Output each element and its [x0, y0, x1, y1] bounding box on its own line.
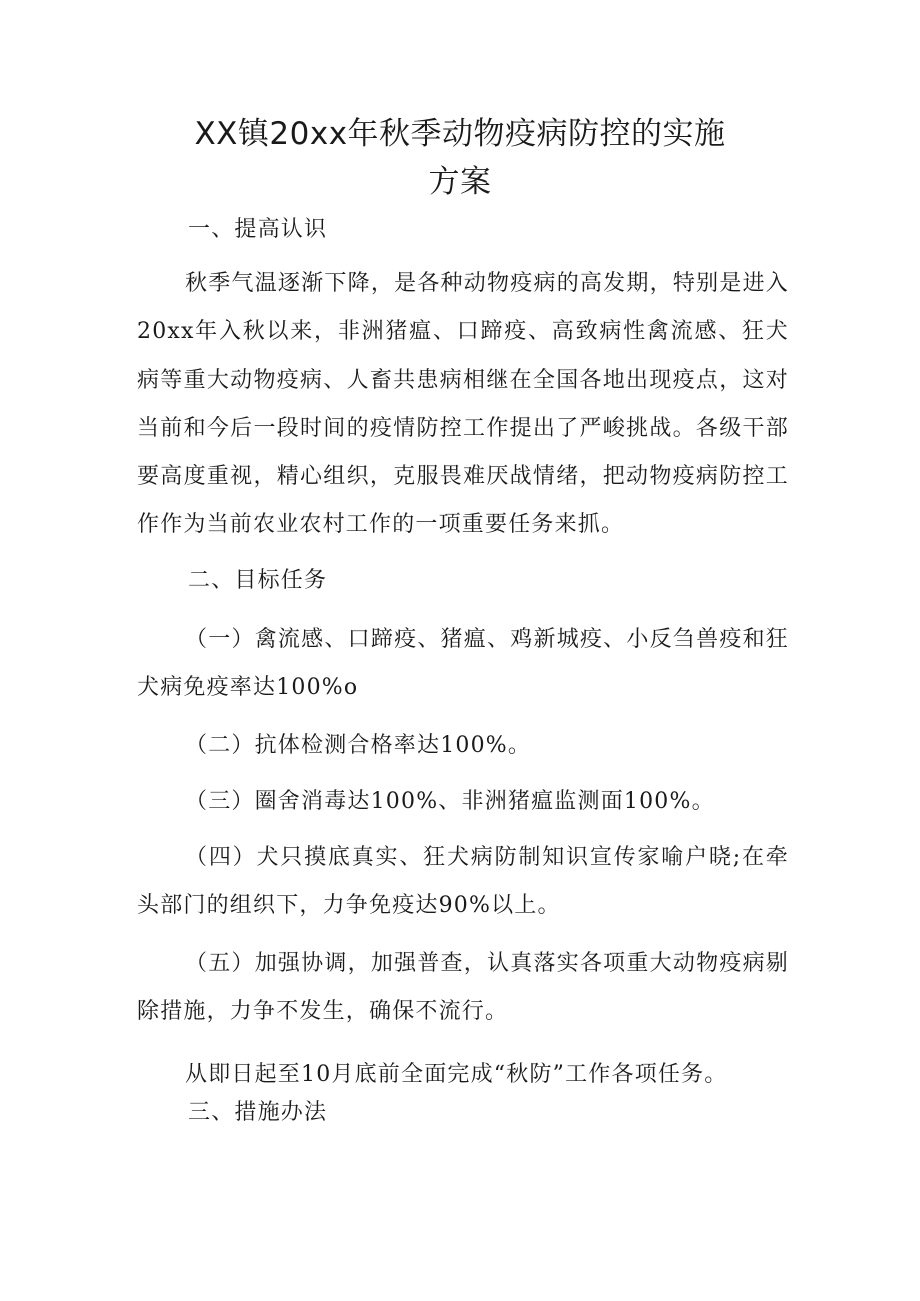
section-heading-2: 二、目标任务 [188, 568, 328, 593]
target-item-1: （一）禽流感、口蹄疫、猪瘟、鸡新城疫、小反刍兽疫和狂犬病免疫率达100%o [137, 627, 789, 701]
target-item-3: （三）圈舍消毒达100%、非洲猪瘟监测面100%。 [185, 789, 715, 814]
document-title-line-2: 方案 [428, 164, 492, 200]
section-heading-1: 一、提高认识 [188, 217, 328, 242]
deadline-text: 从即日起至10月底前全面完成“秋防”工作各项任务。 [185, 1062, 728, 1087]
target-item-2: （二）抗体检测合格率达100%。 [185, 733, 532, 758]
target-item-4: （四）犬只摸底真实、狂犬病防制知识宣传家喻户晓;在牵头部门的组织下，力争免疫达90%以上。 [137, 845, 789, 919]
target-item-5: （五）加强协调，加强普查，认真落实各项重大动物疫病剔除措施，力争不发生，确保不流行。 [137, 951, 789, 1025]
document-title-line-1: XX镇20xx年秋季动物疫病防控的实施 [194, 116, 726, 152]
section-heading-3: 三、措施办法 [188, 1100, 328, 1125]
section-1-paragraph: 秋季气温逐渐下降，是各种动物疫病的高发期，特别是进入20xx年入秋以来，非洲猪瘟、口蹄疫、高致病性禽流感、狂犬病等重大动物疫病、人畜共患病相继在全国各地出现疫点，这对当前和今后一段时间的疫情防控工作提出了严峻挑战。各级干部要高度重视，精心组织，克服畏难厌战情绪，把动物疫病防控工作作为当前农业农村工作的一项重要任务来抓。 [137, 271, 789, 538]
